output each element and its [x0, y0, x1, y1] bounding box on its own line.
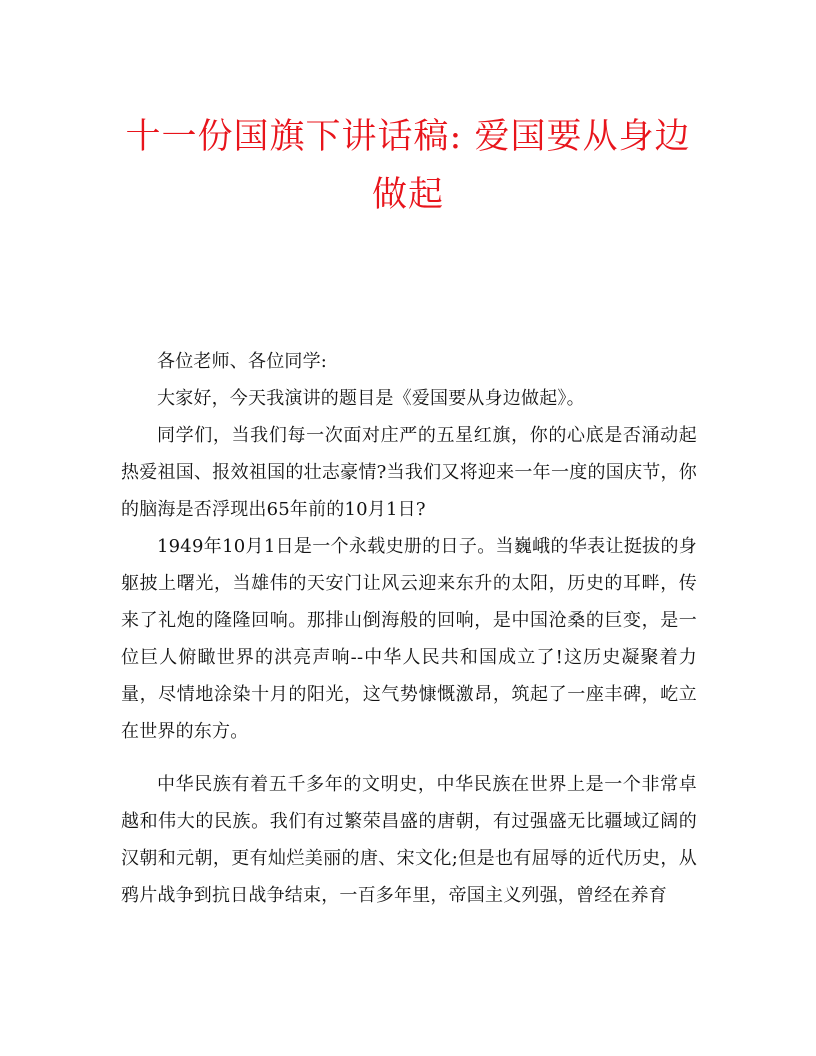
document-body: [121, 343, 697, 914]
paragraph-history: 中华民族有着五千多年的文明史，中华民族在世界上是一个非常卓越和伟大的民族。我们有过繁荣昌盛的唐朝，有过强盛无比疆域辽阔的汉朝和元朝，更有灿烂美丽的唐、宋文化;但是也有屈辱的近代历史，从鸦片战争到抗日战争结束，一百多年里，帝国主义列强，曾经在养育: [121, 774, 697, 906]
paragraph-1949: 1949年10月1日是一个永载史册的日子。当巍峨的华表让挺拔的身躯披上曙光，当雄伟的天安门让风云迎来东升的太阳，历史的耳畔，传来了礼炮的隆隆回响。那排山倒海般的回响，是中国沧桑的巨变，是一位巨人俯瞰世界的洪亮声响--中华人民共和国成立了!这历史凝聚着力量，尽情地涂染十月的阳光，这气势慷慨激昂，筑起了一座丰碑，屹立在世界的东方。: [121, 536, 697, 742]
document-title: 十一份国旗下讲话稿: 爱国要从身边做起: [125, 117, 691, 215]
paragraph-flag: 同学们，当我们每一次面对庄严的五星红旗，你的心底是否涌动起热爱祖国、报效祖国的壮志豪情?当我们又将迎来一年一度的国庆节，你的脑海是否浮现出65年前的10月1日?: [121, 425, 697, 520]
paragraph-greeting: 各位老师、各位同学:: [157, 351, 328, 372]
paragraph-intro: 大家好，今天我演讲的题目是《爱国要从身边做起》。: [157, 388, 585, 409]
